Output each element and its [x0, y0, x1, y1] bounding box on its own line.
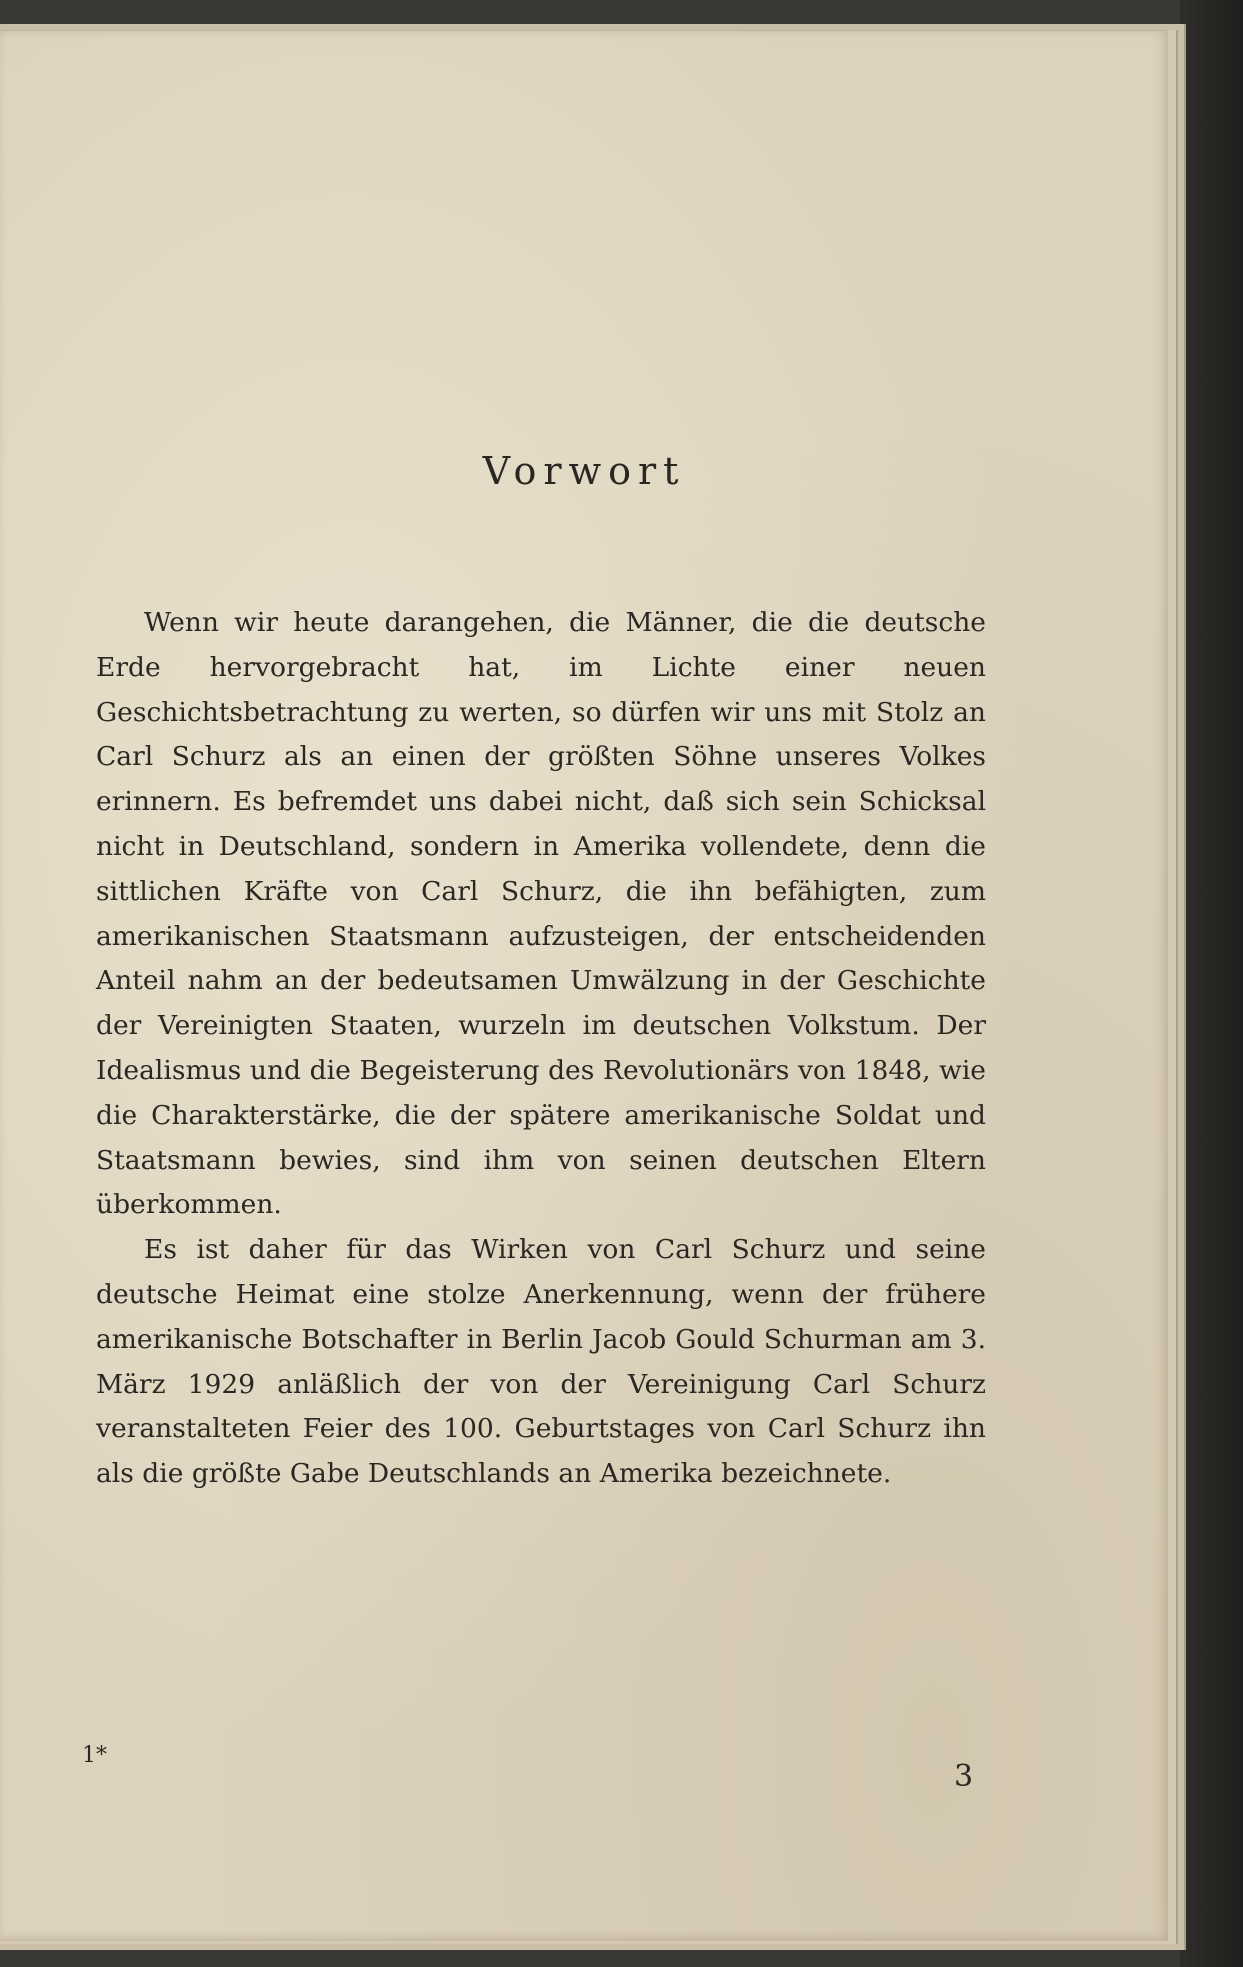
paragraph-1: Wenn wir heute darangehen, die Männer, die die deutsche Erde hervorgebracht hat, im Lichte einer neuen Geschichtsbetrachtung zu werten, so dürfen wir uns mit Stolz an Carl Schurz als an einen der größten Söhne unseres Volkes erinnern. Es befremdet uns dabei nicht, daß sich sein Schicksal nicht in Deutschland, sondern in Amerika vollendete, denn die sittlichen Kräfte von Carl Schurz, die ihn befähigten, zum amerikanischen Staatsmann aufzusteigen, der entscheidenden Anteil nahm an der bedeutsamen Umwälzung in der Geschichte der Vereinigten Staaten, wurzeln im deutschen Volkstum. Der Idealismus und die Begeisterung des Revolutionärs von 1848, wie die Charakterstärke, die der spätere amerikanische Soldat und Staatsmann bewies, sind ihm von seinen deutschen Eltern überkommen.: [96, 607, 986, 1221]
page-number: 3: [954, 1759, 974, 1794]
signature-mark: 1*: [82, 1743, 107, 1768]
book-page: [0, 30, 1168, 1941]
page-heading: Vorwort: [482, 449, 686, 493]
background-edge: [1180, 0, 1243, 1967]
paragraph-2: Es ist daher für das Wirken von Carl Schurz und seine deutsche Heimat eine stolze Anerkennung, wenn der frühere amerikanische Botschafter in Berlin Jacob Gould Schurman am 3. März 1929 anläßlich der von der Vereinigung Carl Schurz veranstalteten Feier des 100. Geburtstages von Carl Schurz ihn als die größte Gabe Deutschlands an Amerika bezeichnete.: [96, 1234, 986, 1490]
body-text: [96, 601, 986, 1497]
